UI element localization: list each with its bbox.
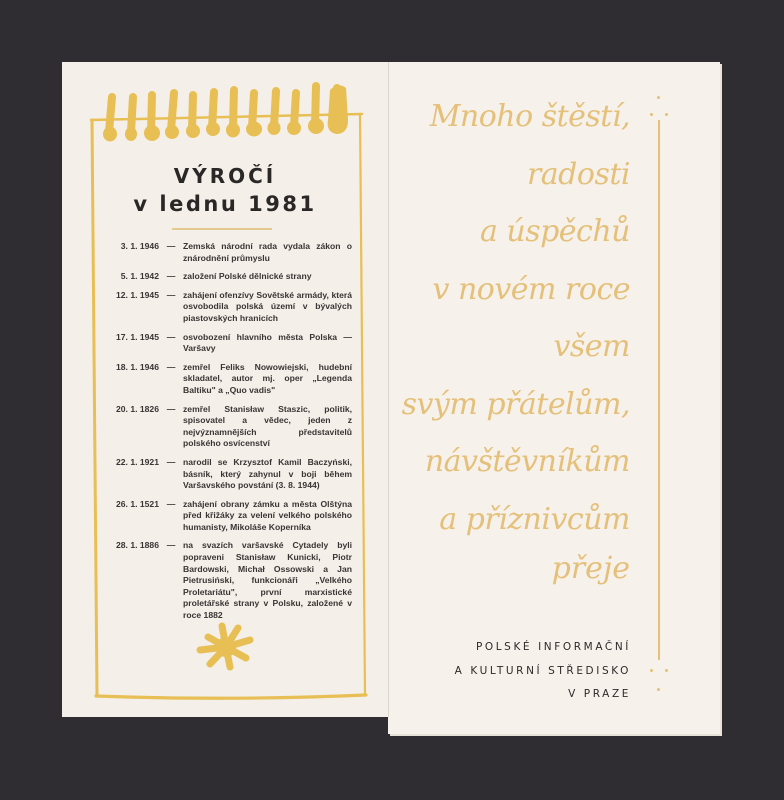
greeting-line: svým přátelům, bbox=[401, 386, 630, 422]
decorative-dot bbox=[657, 96, 660, 99]
event-dash: — bbox=[166, 361, 176, 372]
greeting-line: radosti bbox=[526, 156, 630, 192]
greeting-line: a úspěchů bbox=[479, 214, 630, 249]
event-dash: — bbox=[166, 241, 176, 251]
page-title: VÝROČÍ bbox=[173, 164, 277, 188]
event-text: založení Polské dělnické strany bbox=[183, 271, 312, 282]
decorative-dot bbox=[650, 669, 653, 672]
list-item bbox=[112, 540, 352, 621]
event-dash: — bbox=[166, 271, 176, 282]
event-dash: — bbox=[166, 456, 176, 467]
event-dash: — bbox=[166, 498, 176, 509]
event-text: osvobození hlavního města Polska — Varšavy bbox=[183, 331, 352, 354]
list-item bbox=[112, 332, 352, 355]
decorative-dot bbox=[665, 669, 668, 672]
event-dash: — bbox=[166, 331, 176, 342]
anniversary-list bbox=[112, 241, 352, 629]
greeting-line: Mnoho štěstí, bbox=[429, 99, 630, 134]
closing-word: přeje bbox=[551, 551, 630, 586]
event-dash: — bbox=[166, 540, 176, 551]
event-text: Zemská národní rada vydala zákon o znárodnění průmyslu bbox=[183, 241, 352, 263]
greeting-line: v novém roce bbox=[432, 271, 630, 307]
list-item bbox=[112, 457, 352, 492]
decorative-vertical-line bbox=[658, 120, 660, 660]
event-date: 17. 1. 1945 bbox=[115, 331, 159, 342]
decorative-dot bbox=[650, 113, 653, 116]
list-item bbox=[112, 271, 352, 283]
event-dash: — bbox=[166, 289, 176, 300]
event-text: narodil se Krzysztof Kamil Baczyński, básník, který zahynul v boji během Varšavského povstání (3. 8. 1944) bbox=[183, 456, 352, 491]
list-item bbox=[112, 290, 352, 325]
list-item bbox=[112, 241, 352, 264]
list-item bbox=[112, 499, 352, 534]
event-date: 3. 1. 1946 bbox=[120, 241, 159, 251]
page-subtitle: v lednu 1981 bbox=[133, 192, 317, 216]
title-underline bbox=[172, 228, 272, 230]
star-splash-icon bbox=[196, 622, 256, 672]
greeting-line: všem bbox=[553, 329, 630, 364]
event-date: 26. 1. 1521 bbox=[115, 498, 159, 509]
event-date: 5. 1. 1942 bbox=[120, 271, 159, 282]
event-dash: — bbox=[166, 403, 176, 414]
event-date: 22. 1. 1921 bbox=[115, 456, 159, 467]
decorative-dot bbox=[657, 688, 660, 691]
event-date: 18. 1. 1946 bbox=[115, 361, 159, 372]
page-fold-divider bbox=[388, 62, 389, 717]
event-text: zemřel Stanisław Staszic, politik, spisovatel a vědec, jeden z nejvýznamnějších představitelů polského osvícenství bbox=[183, 403, 352, 449]
org-line: V PRAZE bbox=[568, 688, 631, 700]
greeting-text bbox=[402, 88, 630, 548]
decorative-dot bbox=[665, 113, 668, 116]
event-date: 12. 1. 1945 bbox=[115, 289, 159, 300]
greeting-line: a příznivcům bbox=[439, 501, 630, 537]
event-date: 28. 1. 1886 bbox=[115, 540, 159, 551]
organization-name bbox=[455, 636, 631, 707]
event-text: zahájení ofenzívy Sovětské armády, která osvobodila polská území v bývalých piastovských hranicích bbox=[183, 289, 352, 323]
list-item bbox=[112, 404, 352, 450]
greeting-line: návštěvníkům bbox=[424, 444, 630, 479]
event-text: na svazích varšavské Cytadely byli popraveni Stanisław Kunicki, Piotr Bardowski, Michał Ossowski a Jan Pietrusiński, funkcionáři „Velkého Proletariátu", první marxistické proletářské strany v Polsku, založené v roce 1882 bbox=[183, 540, 352, 621]
org-line: POLSKÉ INFORMAČNÍ bbox=[475, 641, 631, 653]
event-text: zemřel Feliks Nowowiejski, hudební skladatel, autor mj. oper „Legenda Baltiku" a „Quo vadis" bbox=[183, 361, 352, 395]
event-text: zahájení obrany zámku a města Olštýna před křižáky za velení velkého polského humanisty, Mikoláše Koperníka bbox=[183, 498, 352, 532]
list-item bbox=[112, 362, 352, 397]
event-date: 20. 1. 1826 bbox=[115, 403, 159, 414]
org-line: A KULTURNÍ STŘEDISKO bbox=[454, 664, 631, 677]
